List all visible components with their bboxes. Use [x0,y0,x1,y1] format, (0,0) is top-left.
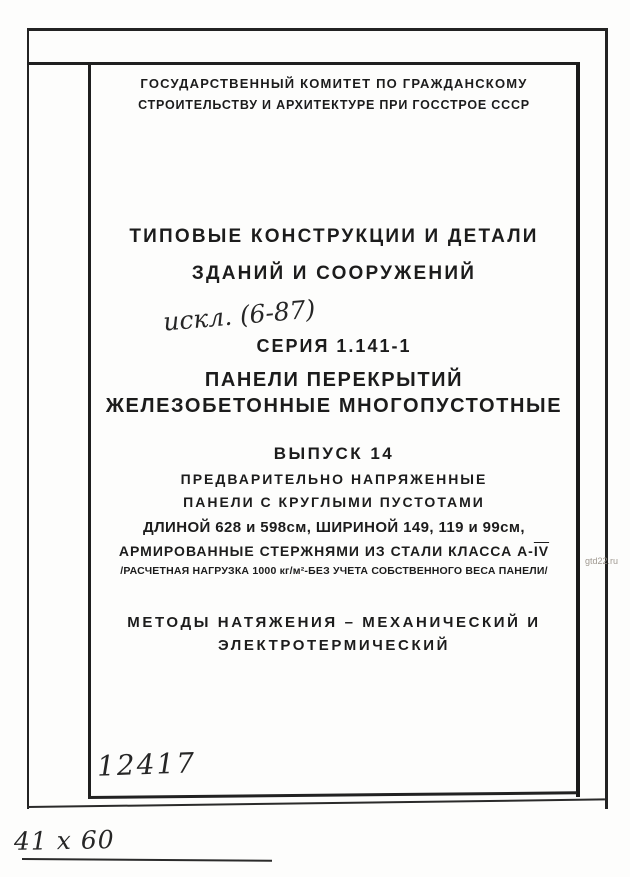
handwritten-inventory-number: 12417 [96,746,197,783]
description-dimensions: ДЛИНОЙ 628 и 598см, ШИРИНОЙ 149, 119 и 99см, [143,519,525,536]
series-number: СЕРИЯ 1.141-1 [256,336,412,356]
load-note: /РАСЧЕТНАЯ НАГРУЗКА 1000 кг/м²-БЕЗ УЧЕТА СОБСТВЕННОГО ВЕСА ПАНЕЛИ/ [120,565,548,577]
authority-header-line1: ГОСУДАРСТВЕННЫЙ КОМИТЕТ ПО ГРАЖДАНСКОМУ [140,76,528,91]
steel-class-roman-numeral: $\overline{IV}$ [533,543,550,559]
description-reinforcement [91,543,577,559]
issue-number: ВЫПУСК 14 [273,444,395,463]
inner-border-frame [88,62,580,797]
description-line2: ПАНЕЛИ С КРУГЛЫМИ ПУСТОТАМИ [183,494,485,510]
site-watermark: gtd22.ru [585,556,619,566]
top-strip-divider-line [27,62,90,65]
methods-line1: МЕТОДЫ НАТЯЖЕНИЯ – МЕХАНИЧЕСКИЙ И [127,614,541,631]
doc-type-line1: ТИПОВЫЕ КОНСТРУКЦИИ И ДЕТАЛИ [129,226,539,247]
main-title-line2: ЖЕЛЕЗОБЕТОННЫЕ МНОГОПУСТОТНЫЕ [105,395,563,417]
handwritten-exclusion-note: искл. (6-87) [162,294,317,337]
handwritten-format-note: 41 х 60 [13,825,115,856]
description-line1: ПРЕДВАРИТЕЛЬНО НАПРЯЖЕННЫЕ [180,471,488,487]
format-note-underline [22,858,272,862]
reinforcement-text: АРМИРОВАННЫЕ СТЕРЖНЯМИ ИЗ СТАЛИ КЛАССА А- [118,543,534,559]
authority-header-line2: СТРОИТЕЛЬСТВУ И АРХИТЕКТУРЕ ПРИ ГОССТРОЕ СССР [138,98,530,112]
methods-line2: ЭЛЕКТРОТЕРМИЧЕСКИЙ [218,637,450,654]
main-title-line1: ПАНЕЛИ ПЕРЕКРЫТИЙ [204,369,464,391]
doc-type-line2: ЗДАНИЙ И СООРУЖЕНИЙ [191,263,477,284]
